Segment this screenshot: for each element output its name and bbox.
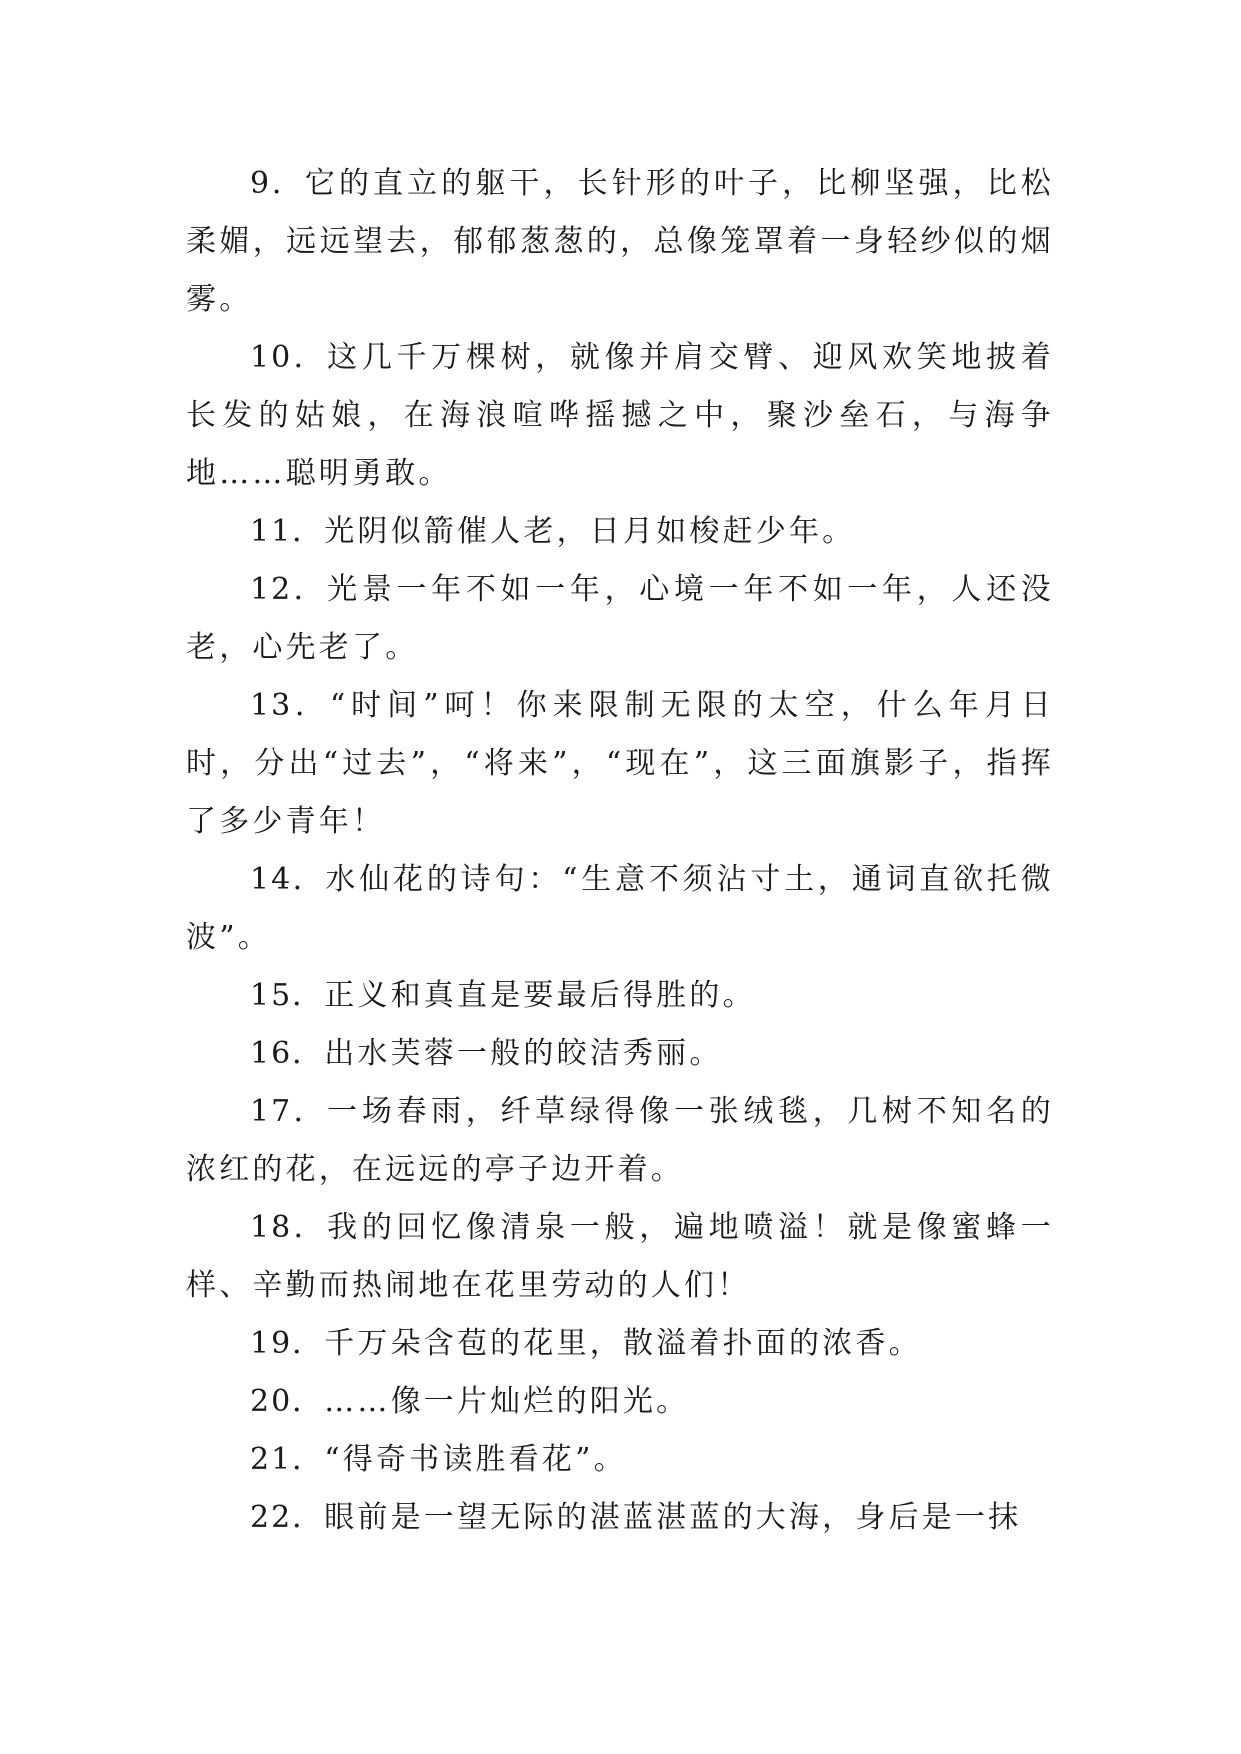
document-body: [186, 155, 1054, 1547]
item-number: 19．: [250, 1326, 325, 1361]
list-item: [186, 967, 1054, 1025]
list-item: [186, 1315, 1054, 1373]
list-item: [186, 851, 1054, 967]
item-number: 18．: [250, 1210, 328, 1245]
item-text: ……像一片灿烂的阳光。: [324, 1384, 690, 1419]
list-item: [186, 1199, 1054, 1315]
item-text: 出水芙蓉一般的皎洁秀丽。: [324, 1036, 723, 1071]
list-item: [186, 1489, 1054, 1547]
item-number: 9．: [250, 166, 305, 201]
list-item: [186, 1083, 1054, 1199]
list-item: [186, 503, 1054, 561]
item-number: 17．: [250, 1094, 328, 1129]
list-item: [186, 329, 1054, 503]
item-text: 千万朵含苞的花里，散溢着扑面的浓香。: [324, 1326, 922, 1361]
list-item: [186, 1373, 1054, 1431]
item-number: 20．: [250, 1384, 325, 1419]
item-number: 14．: [250, 862, 326, 897]
item-text: “时间”呵！你来限制无限的太空，什么年月日时，分出“过去”，“将来”，“现在”，这三面旗影子，指挥了多少青年！: [186, 688, 1054, 839]
item-number: 15．: [250, 978, 325, 1013]
item-text: 水仙花的诗句：“生意不须沾寸土，通词直欲托微波”。: [186, 862, 1054, 955]
item-number: 10．: [250, 340, 328, 375]
item-text: 一场春雨，纤草绿得像一张绒毯，几树不知名的浓红的花，在远远的亭子边开着。: [186, 1094, 1054, 1187]
item-text: 光景一年不如一年，心境一年不如一年，人还没老，心先老了。: [186, 572, 1054, 665]
item-text: “得奇书读胜看花”。: [324, 1442, 627, 1477]
item-number: 22．: [250, 1500, 325, 1535]
list-item: [186, 677, 1054, 851]
item-text: 我的回忆像清泉一般，遍地喷溢！就是像蜜蜂一样、辛勤而热闹地在花里劳动的人们！: [186, 1210, 1054, 1303]
item-text: 它的直立的躯干，长针形的叶子，比柳坚强，比松柔媚，远远望去，郁郁葱葱的，总像笼罩着一身轻纱似的烟雾。: [186, 166, 1054, 317]
list-item: [186, 155, 1054, 329]
item-text: 眼前是一望无际的湛蓝湛蓝的大海，身后是一抹: [324, 1500, 1022, 1535]
item-text: 这几千万棵树，就像并肩交臂、迎风欢笑地披着长发的姑娘，在海浪喧哗摇撼之中，聚沙垒石，与海争地……聪明勇敢。: [186, 340, 1054, 491]
item-number: 12．: [250, 572, 328, 607]
item-number: 11．: [250, 514, 325, 549]
item-number: 13．: [250, 688, 330, 723]
list-item: [186, 561, 1054, 677]
item-text: 光阴似箭催人老，日月如梭赶少年。: [324, 514, 856, 549]
list-item: [186, 1025, 1054, 1083]
item-text: 正义和真直是要最后得胜的。: [324, 978, 756, 1013]
item-number: 21．: [250, 1442, 325, 1477]
item-number: 16．: [250, 1036, 325, 1071]
list-item: [186, 1431, 1054, 1489]
